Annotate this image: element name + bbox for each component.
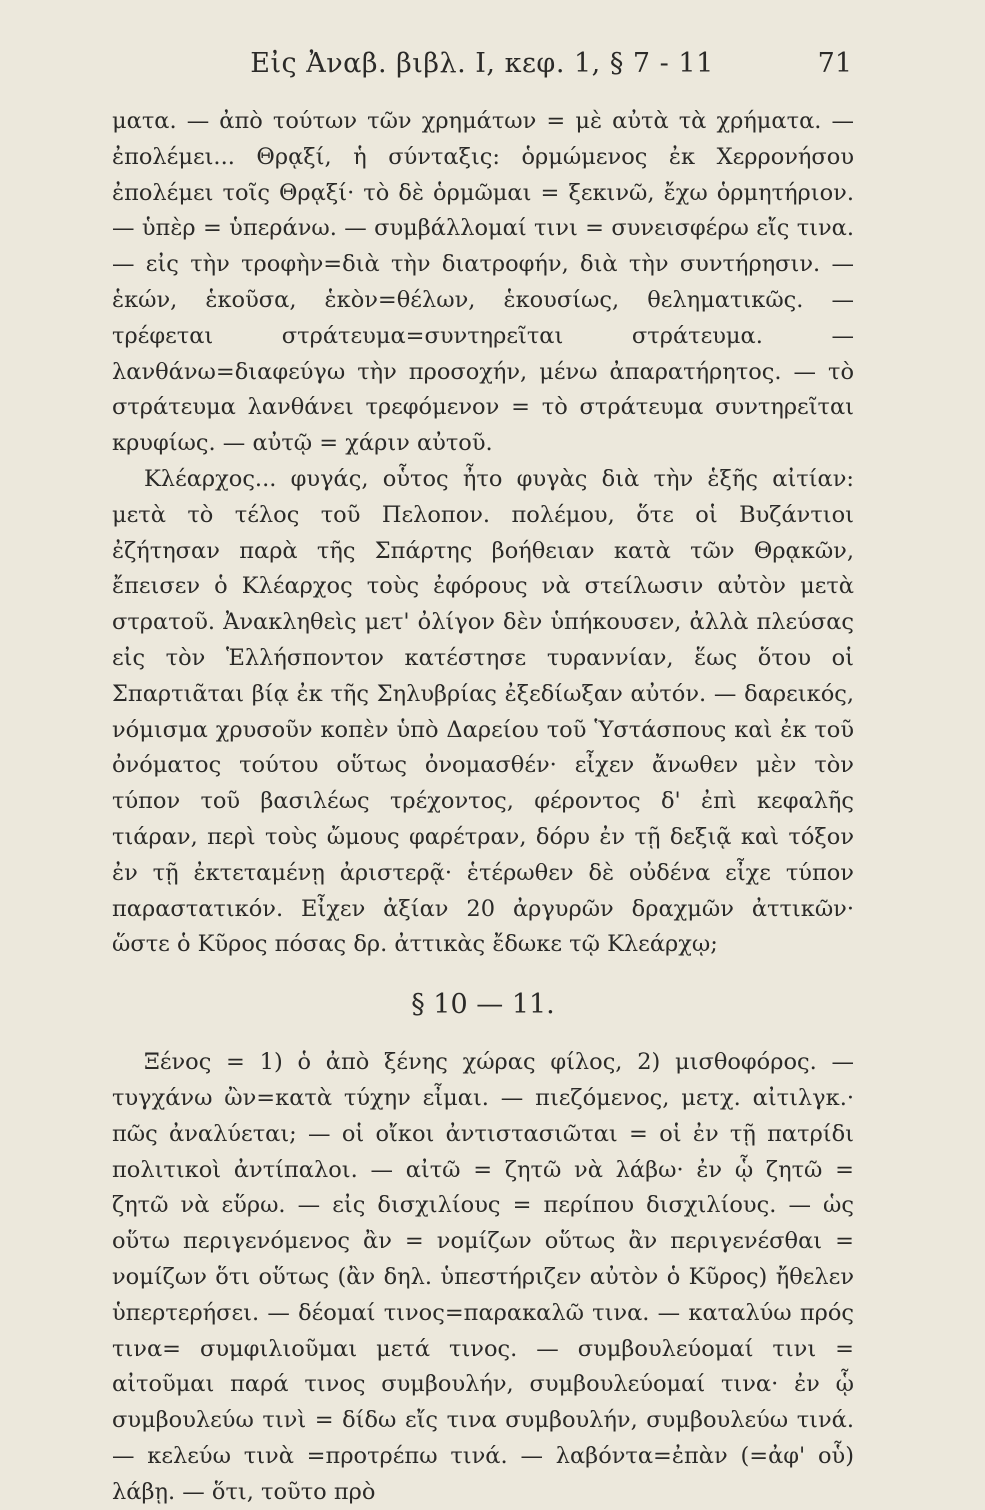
commentary-paragraph-2: Κλέαρχος... φυγάς, οὗτος ἦτο φυγὰς διὰ τὴν ἑξῆς αἰτίαν: μετὰ τὸ τέλος τοῦ Πελοπον. πολέμου, ὅτε οἱ Βυζάντιοι ἐζήτησαν παρὰ τῆς Σπάρτης βοήθειαν κατὰ τῶν Θρᾳκῶν, ἔπεισεν ὁ Κλέαρχος τοὺς ἐφόρους νὰ στείλωσιν αὐτὸν μετὰ στρατοῦ. Ἀνακληθεὶς μετ' ὀλίγον δὲν ὑπήκουσεν, ἀλλὰ πλεύσας εἰς τὸν Ἑλλήσποντον κατέστησε τυραννίαν, ἕως ὅτου οἱ Σπαρτιᾶται βίᾳ ἐκ τῆς Σηλυβρίας ἐξεδίωξαν αὐτόν. — δαρεικός, νόμισμα χρυσοῦν κοπὲν ὑπὸ Δαρείου τοῦ Ὑστάσπους καὶ ἐκ τοῦ ὀνόματος τούτου οὕτως ὀνομασθέν· εἶχεν ἄνωθεν μὲν τὸν τύπον τοῦ βασιλέως τρέχοντος, φέροντος δ' ἐπὶ κεφαλῆς τιάραν, περὶ τοὺς ὤμους φαρέτραν, δόρυ ἐν τῇ δεξιᾷ καὶ τόξον ἐν τῇ ἐκτεταμένῃ ἀριστερᾷ· ἑτέρωθεν δὲ οὐδένα εἶχε τύπον παραστατικόν. Εἶχεν ἀξίαν 20 ἀργυρῶν δραχμῶν ἀττικῶν· ὥστε ὁ Κῦρος πόσας δρ. ἀττικὰς ἔδωκε τῷ Κλεάρχῳ; [112,465,854,958]
commentary-paragraph-1: ματα. — ἀπὸ τούτων τῶν χρημάτων = μὲ αὐτὰ τὰ χρήματα. — ἐπολέμει... Θρᾳξί, ἡ σύνταξις: ὁρμώμενος ἐκ Χερρονήσου ἐπολέμει τοῖς Θρᾳξί· τὸ δὲ ὁρμῶμαι = ξεκινῶ, ἔχω ὁρμητήριον. — ὑπὲρ = ὑπεράνω. — συμβάλλομαί τινι = συνεισφέρω εἴς τινα. — εἰς τὴν τροφὴν=διὰ τὴν διατροφήν, διὰ τὴν συντήρησιν. — ἑκών, ἑκοῦσα, ἑκὸν=θέλων, ἑκουσίως, θεληματικῶς. — τρέφεται στράτευμα=συντηρεῖται στράτευμα. — λανθάνω=διαφεύγω τὴν προσοχήν, μένω ἀπαρατήρητος. — τὸ στράτευμα λανθάνει τρεφόμενον = τὸ στράτευμα συντηρεῖται κρυφίως. — αὐτῷ = χάριν αὐτοῦ. [112,108,854,457]
section-paragraph-1: Ξένος = 1) ὁ ἀπὸ ξένης χώρας φίλος, 2) μισθοφόρος. — τυγχάνω ὢν=κατὰ τύχην εἶμαι. — πιεζόμενος, μετχ. αἰτιλγκ.· πῶς ἀναλύεται; — οἱ οἴκοι ἀντιστασιῶται = οἱ ἐν τῇ πατρίδι πολιτικοὶ ἀντίπαλοι. — αἰτῶ = ζητῶ νὰ λάβω· ἐν ᾧ ζητῶ = ζητῶ νὰ εὕρω. — εἰς δισχιλίους = περίπου δισχιλίους. — ὡς οὕτω περιγενόμενος ἂν = νομίζων οὕτως ἂν περιγενέσθαι = νομίζων ὅτι οὕτως (ἂν δηλ. ὑπεστήριζεν αὐτὸν ὁ Κῦρος) ἤθελεν ὑπερτερήσει. — δέομαί τινος=παρακαλῶ τινα. — καταλύω πρός τινα= συμφιλιοῦμαι μετά τινος. — συμβουλεύομαί τινι = αἰτοῦμαι παρά τινος συμβουλήν, συμβουλεύομαί τινα· ἐν ᾧ συμβουλεύω τινὶ = δίδω εἴς τινα συμβουλήν, συμβουλεύω τινά. — κελεύω τινὰ =προτρέπω τινά. — λαβόντα=ἐπὰν (=ἀφ' οὗ) λάβῃ. — ὅτι, τοῦτο πρὸ [112,1049,854,1505]
page-number: 71 [817,48,852,79]
page-body [112,104,854,1510]
section-heading: § 10 — 11. [411,989,555,1021]
running-header [112,48,852,88]
running-title: Εἰς Ἀναβ. βιβλ. I, κεφ. 1, § 7 - 11 [250,48,714,79]
